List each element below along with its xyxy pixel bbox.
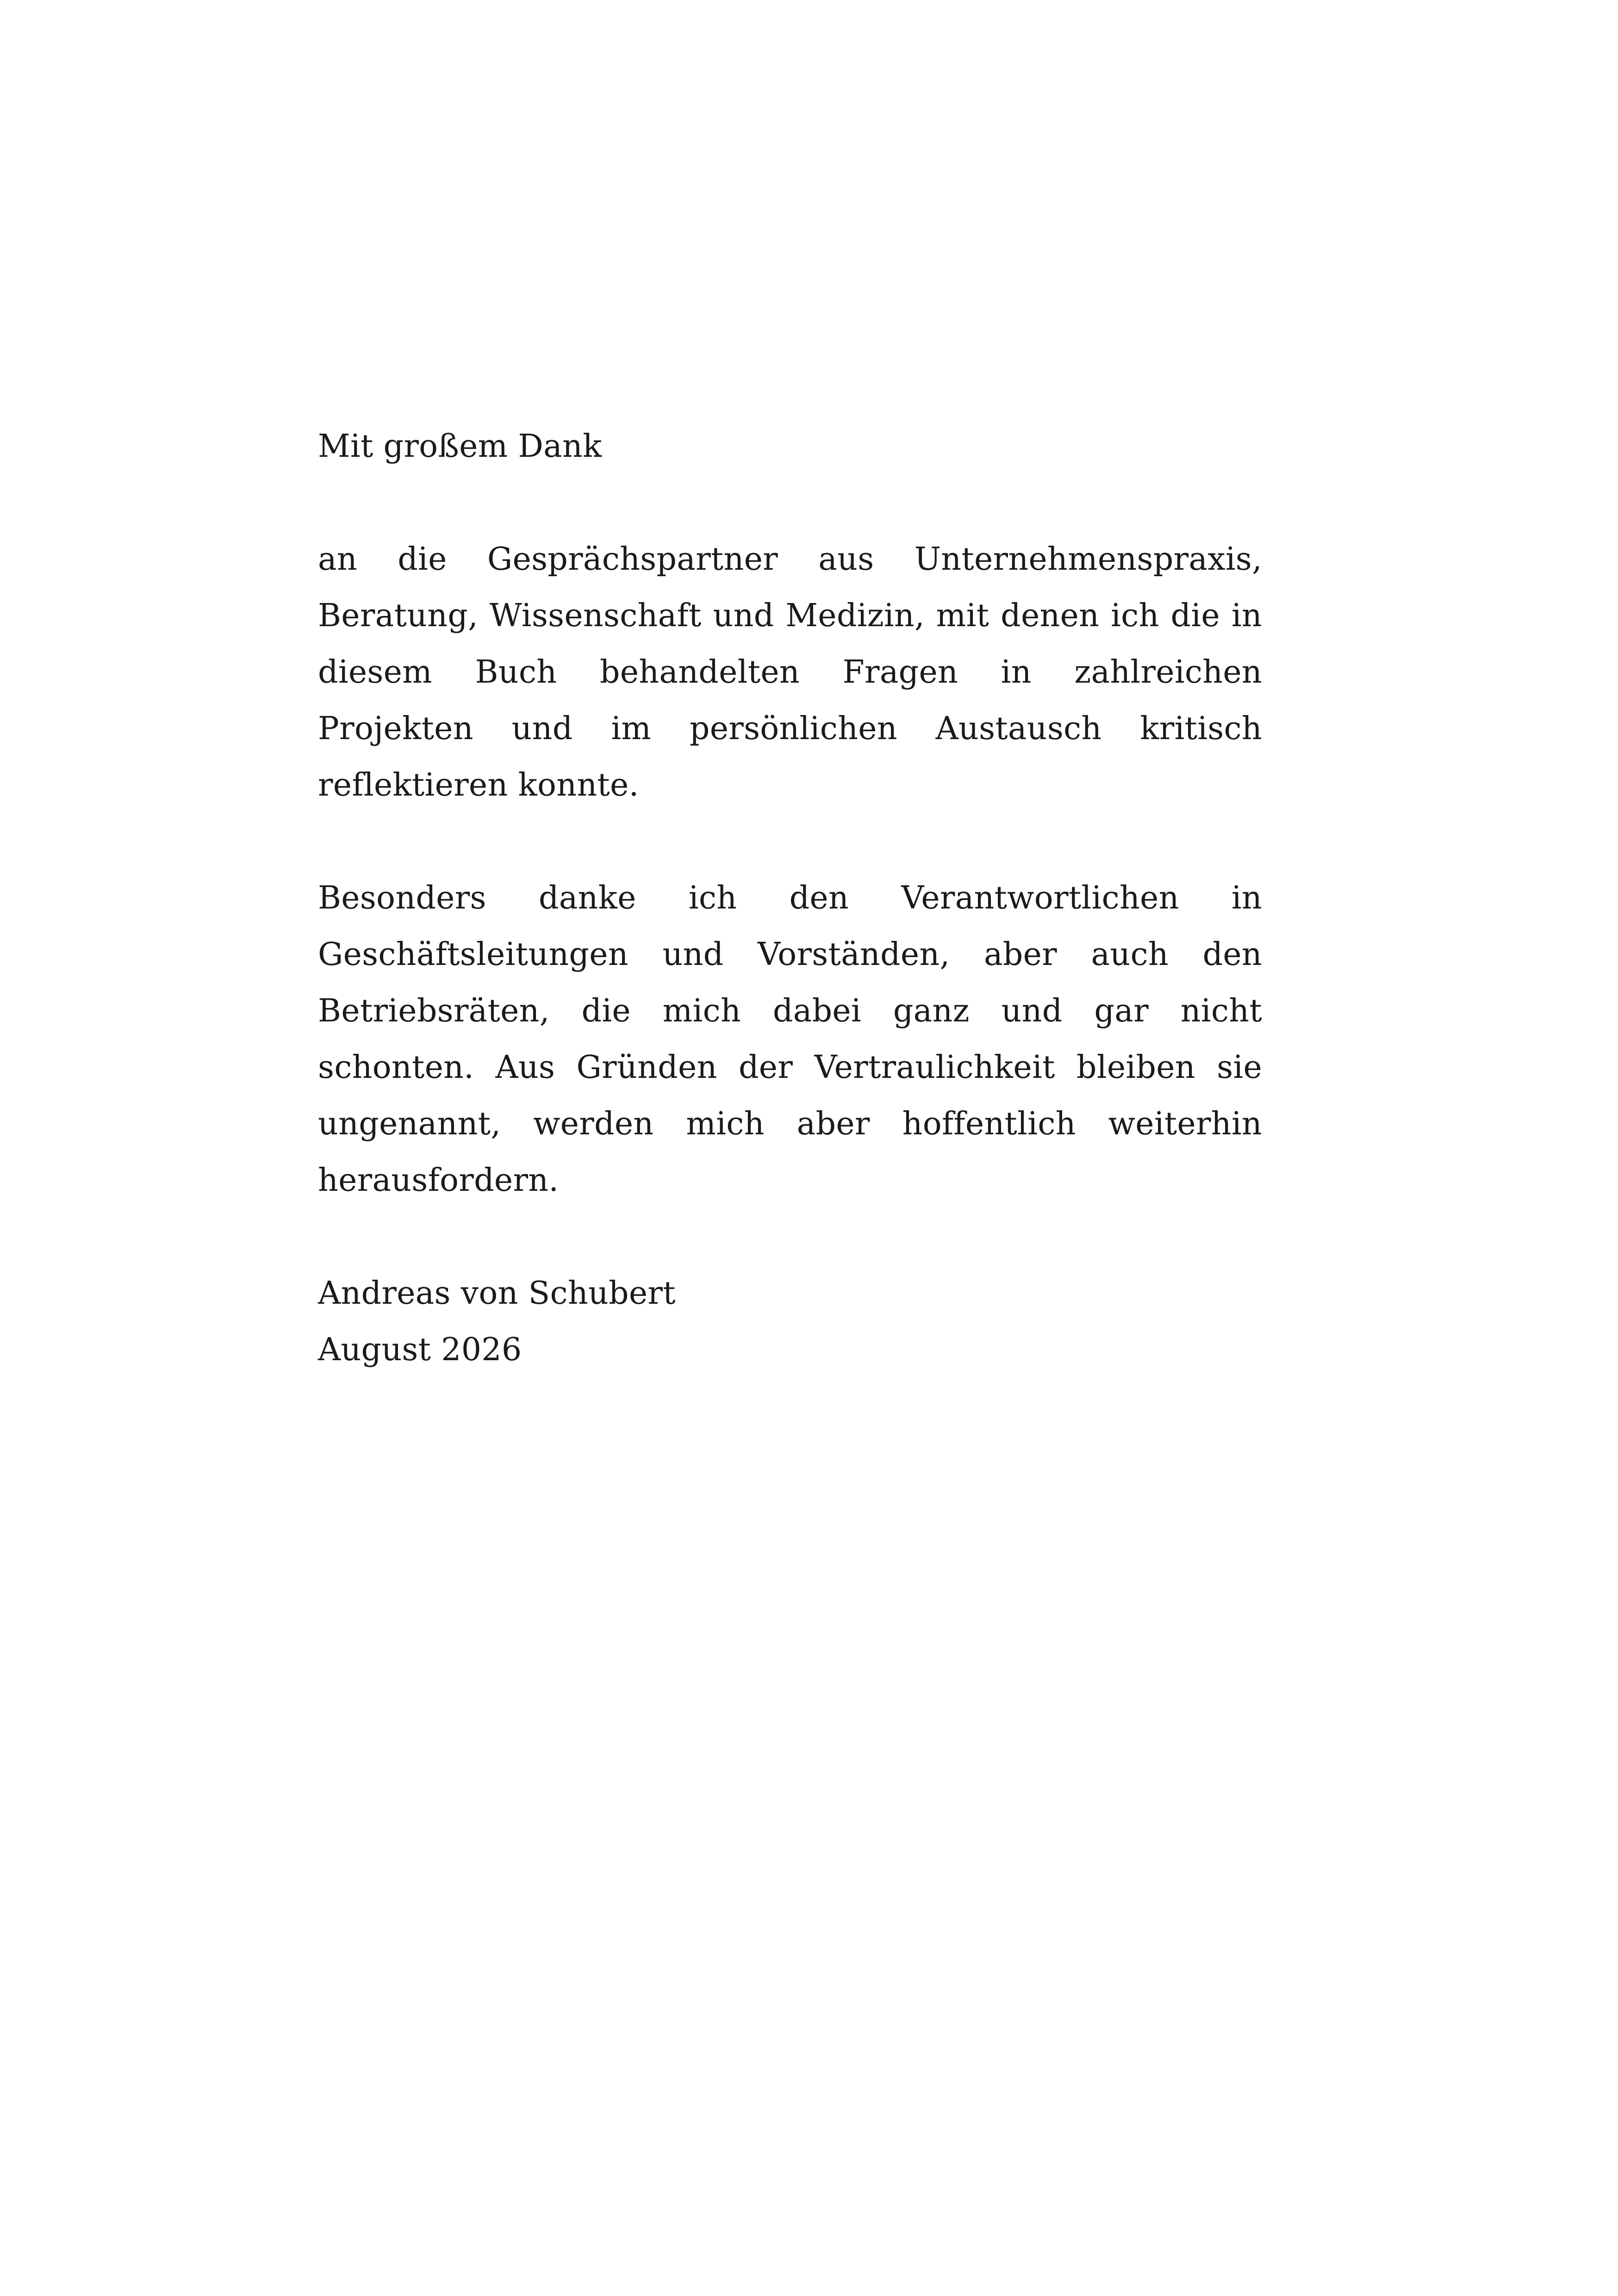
dedication-heading: Mit großem Dank	[318, 428, 602, 465]
signature-date: August 2026	[318, 1332, 522, 1368]
author-name: Andreas von Schubert	[318, 1275, 676, 1312]
dedication-text-block	[318, 418, 1262, 1378]
dedication-paragraph-2: Besonders danke ich den Verantwortlichen in Geschäftsleitungen und Vorständen, aber auch den Betriebsräten, die mich dabei ganz und gar nicht schonten. Aus Gründen der Vertraulichkeit bleiben sie ungenannt, werden mich aber hoffentlich weiterhin herausfordern.	[318, 880, 1262, 1199]
paragraph-spacer	[318, 814, 1262, 870]
paragraph-spacer	[318, 1209, 1262, 1265]
paragraph-spacer	[318, 475, 1262, 531]
dedication-paragraph-1: an die Gesprächspartner aus Unternehmenspraxis, Beratung, Wissenschaft und Medizin, mit denen ich die in diesem Buch behandelten Fragen in zahlreichen Projekten und im persönlichen Austausch kritisch reflektieren konnte.	[318, 541, 1262, 803]
